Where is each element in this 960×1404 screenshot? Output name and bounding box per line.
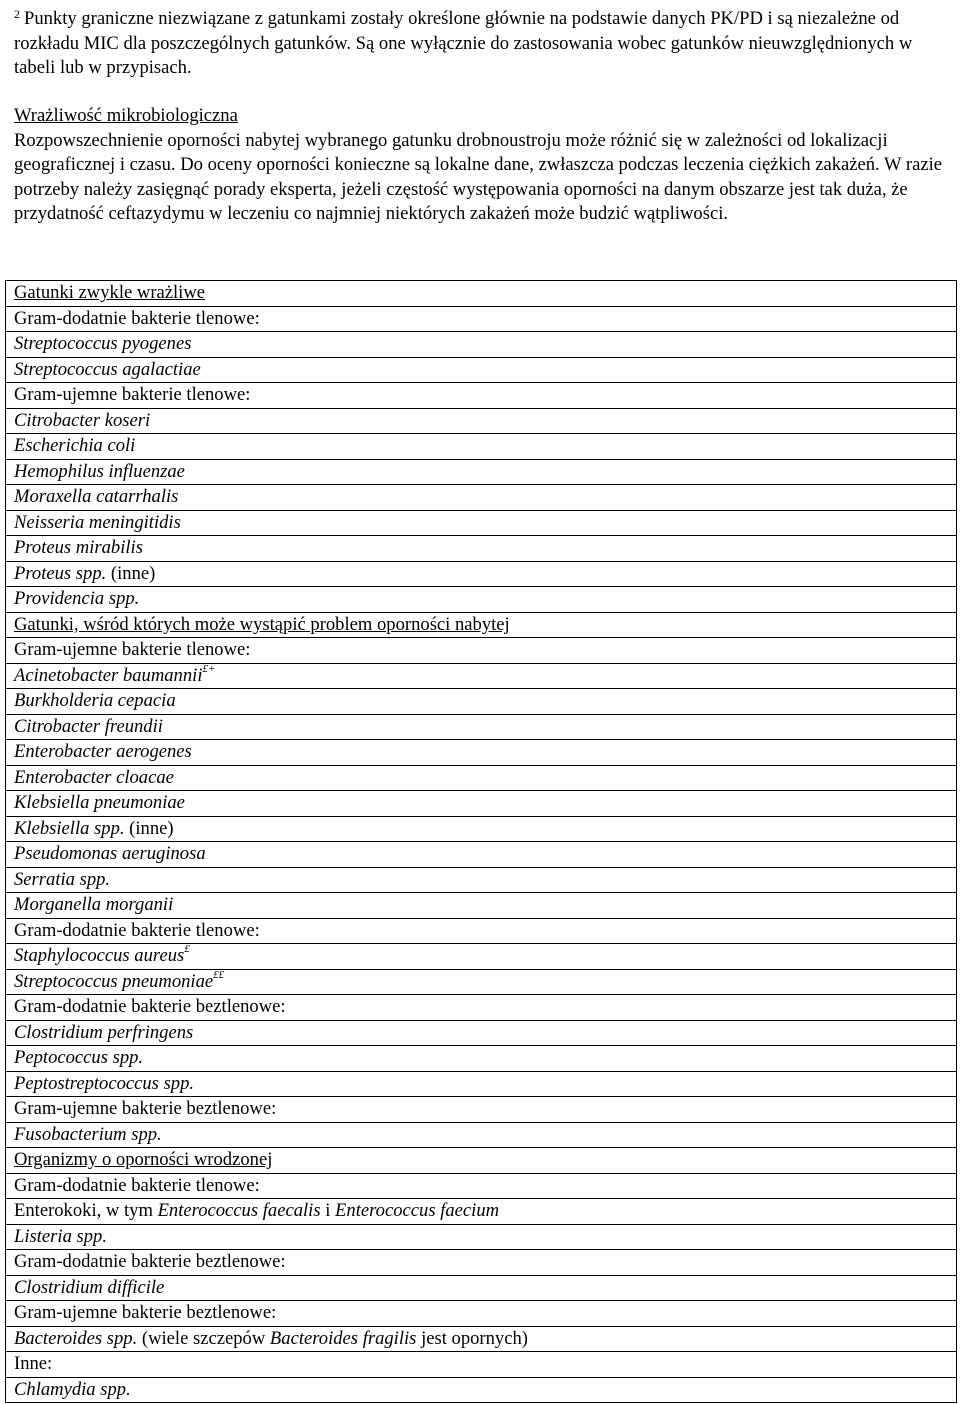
table-row [6,714,957,740]
species-name [6,485,957,511]
species-text: Citrobacter koseri [14,409,151,431]
row-text: Gram-ujemne bakterie tlenowe: [14,639,251,661]
footnote-marker: £ [184,943,190,956]
group-label [6,383,957,409]
table-row [6,1071,957,1097]
table-row [6,510,957,536]
table-row [6,612,957,638]
species-text: Fusobacterium spp. [14,1123,162,1145]
species-text: Hemophilus influenzae [14,460,185,482]
row-text: Gram-dodatnie bakterie tlenowe: [14,1174,260,1196]
row-text: Gram-dodatnie bakterie beztlenowe: [14,1251,286,1273]
species-text: Bacteroides spp. [14,1327,138,1349]
species-name [6,357,957,383]
sensitivity-text: Rozpowszechnienie oporności nabytej wybranego gatunku drobnoustroju może różnić się w zależności od lokalizacji geograficznej i czasu. Do oceny oporności konieczne są lokalne dane, zwłaszcza podczas leczenia ciężkich zakażeń. W razie potrzeby należy zasięgnąć porady eksperta, jeżeli częstość występowania oporności na danym obszarze jest tak duża, że przydatność ceftazydymu w leczeniu co najmniej niektórych zakażeń może budzić wątpliwości. [14,129,942,225]
sensitivity-heading: Wrażliwość mikrobiologiczna [14,105,238,126]
species-text: Peptococcus spp. [14,1047,144,1069]
table-row [6,689,957,715]
species-name [6,969,957,995]
table-row [6,332,957,358]
table-row [6,1097,957,1123]
species-name [6,332,957,358]
category-heading [6,1148,957,1174]
group-label [6,638,957,664]
species-name [6,816,957,842]
species-name [6,1046,957,1072]
species-text: Enterobacter cloacae [14,766,174,788]
suffix-text: (inne) [106,562,156,584]
group-label [6,1352,957,1378]
table-row [6,536,957,562]
species-text: Providencia spp. [14,588,140,610]
table-row [6,1199,957,1225]
table-row [6,306,957,332]
table-row [6,1352,957,1378]
table-row [6,434,957,460]
species-name [6,1224,957,1250]
group-label [6,1301,957,1327]
species-name [6,1020,957,1046]
table-row [6,383,957,409]
table-row [6,918,957,944]
species-text: Clostridium perfringens [14,1021,194,1043]
plain-text: i [320,1200,336,1222]
species-name [6,791,957,817]
species-text: Bacteroides fragilis [269,1327,417,1349]
table-row [6,867,957,893]
species-text: Morganella morganii [14,894,174,916]
suffix-text: (inne) [124,817,174,839]
category-heading [6,281,957,307]
table-row [6,1148,957,1174]
row-text: Inne: [14,1353,53,1375]
species-name [6,408,957,434]
table-row [6,765,957,791]
species-text: Klebsiella pneumoniae [14,792,185,814]
species-text: Burkholderia cepacia [14,690,176,712]
species-name [6,561,957,587]
species-name [6,1326,957,1352]
species-name [6,1122,957,1148]
species-name [6,1377,957,1403]
row-text: Gram-dodatnie bakterie tlenowe: [14,919,260,941]
footnote-marker: £+ [202,663,216,675]
row-text: Gram-ujemne bakterie tlenowe: [14,384,251,406]
group-label [6,1250,957,1276]
table-row [6,408,957,434]
species-text: Proteus mirabilis [14,537,143,559]
table-row [6,459,957,485]
footnote-text: Punkty graniczne niezwiązane z gatunkami zostały określone głównie na podstawie danych PK/PD i są niezależne od rozkładu MIC dla poszczególnych gatunków. Są one wyłącznie do zastosowania wobec gatunków nieuwzględnionych w tabeli lub w przypisach. [14,8,913,79]
species-text: Listeria spp. [14,1225,107,1247]
plain-text: (wiele szczepów [137,1327,270,1349]
species-text: Peptostreptococcus spp. [14,1072,195,1094]
species-text: Neisseria meningitidis [14,511,181,533]
table-row [6,357,957,383]
species-text: Streptococcus pneumoniae [14,970,214,992]
species-name [6,587,957,613]
table-row [6,816,957,842]
plain-text: jest opornych) [416,1327,528,1349]
table-row [6,1326,957,1352]
species-text: Enterobacter aerogenes [14,741,192,763]
table-row [6,638,957,664]
organisms-table [5,280,957,1403]
footnote-marker: ££ [213,969,225,981]
table-row [6,944,957,970]
species-text: Pseudomonas aeruginosa [14,843,206,865]
row-text: Gram-dodatnie bakterie tlenowe: [14,307,260,329]
species-text: Klebsiella spp. [14,817,125,839]
row-text: Gram-dodatnie bakterie beztlenowe: [14,996,286,1018]
table-row [6,842,957,868]
table-row [6,995,957,1021]
row-text: Gatunki zwykle wrażliwe [14,282,206,304]
table-row [6,1250,957,1276]
species-name [6,714,957,740]
species-name [6,459,957,485]
species-text: Streptococcus pyogenes [14,333,192,355]
species-name [6,740,957,766]
species-name [6,765,957,791]
species-name [6,1199,957,1225]
plain-text: Enterokoki, w tym [14,1200,158,1222]
species-name [6,893,957,919]
species-name [6,536,957,562]
table-row [6,1020,957,1046]
species-name [6,689,957,715]
row-text: Gatunki, wśród których może wystąpić problem oporności nabytej [14,613,510,635]
group-label [6,1173,957,1199]
table-row [6,740,957,766]
species-name [6,944,957,970]
row-text: Gram-ujemne bakterie beztlenowe: [14,1098,277,1120]
species-text: Staphylococcus aureus [14,945,185,967]
species-text: Chlamydia spp. [14,1378,131,1400]
species-text: Clostridium difficile [14,1276,165,1298]
group-label [6,995,957,1021]
table-row [6,1224,957,1250]
table-row [6,281,957,307]
species-text: Proteus spp. [14,562,107,584]
table-row [6,791,957,817]
row-text: Gram-ujemne bakterie beztlenowe: [14,1302,277,1324]
species-text: Moraxella catarrhalis [14,486,179,508]
species-name [6,663,957,689]
species-name [6,434,957,460]
species-name [6,867,957,893]
table-row [6,485,957,511]
species-name [6,842,957,868]
group-label [6,918,957,944]
table-row [6,893,957,919]
table-row [6,663,957,689]
species-text: Streptococcus agalactiae [14,358,201,380]
table-row [6,587,957,613]
footnote-number: 2 [14,7,20,21]
group-label [6,306,957,332]
species-text: Enterococcus faecalis [157,1200,321,1222]
species-text: Citrobacter freundii [14,715,163,737]
category-heading [6,612,957,638]
species-text: Acinetobacter baumannii [14,664,203,686]
species-name [6,1275,957,1301]
table-row [6,1046,957,1072]
species-text: Escherichia coli [14,435,136,457]
sensitivity-section [14,104,946,227]
table-row [6,1275,957,1301]
species-name [6,1071,957,1097]
species-text: Serratia spp. [14,868,111,890]
table-row [6,969,957,995]
group-label [6,1097,957,1123]
table-row [6,1301,957,1327]
table-row [6,1173,957,1199]
table-row [6,1122,957,1148]
row-text: Organizmy o oporności wrodzonej [14,1149,273,1171]
footnote [14,2,946,81]
species-name [6,510,957,536]
species-text: Enterococcus faecium [335,1200,500,1222]
table-row [6,561,957,587]
table-row [6,1377,957,1403]
